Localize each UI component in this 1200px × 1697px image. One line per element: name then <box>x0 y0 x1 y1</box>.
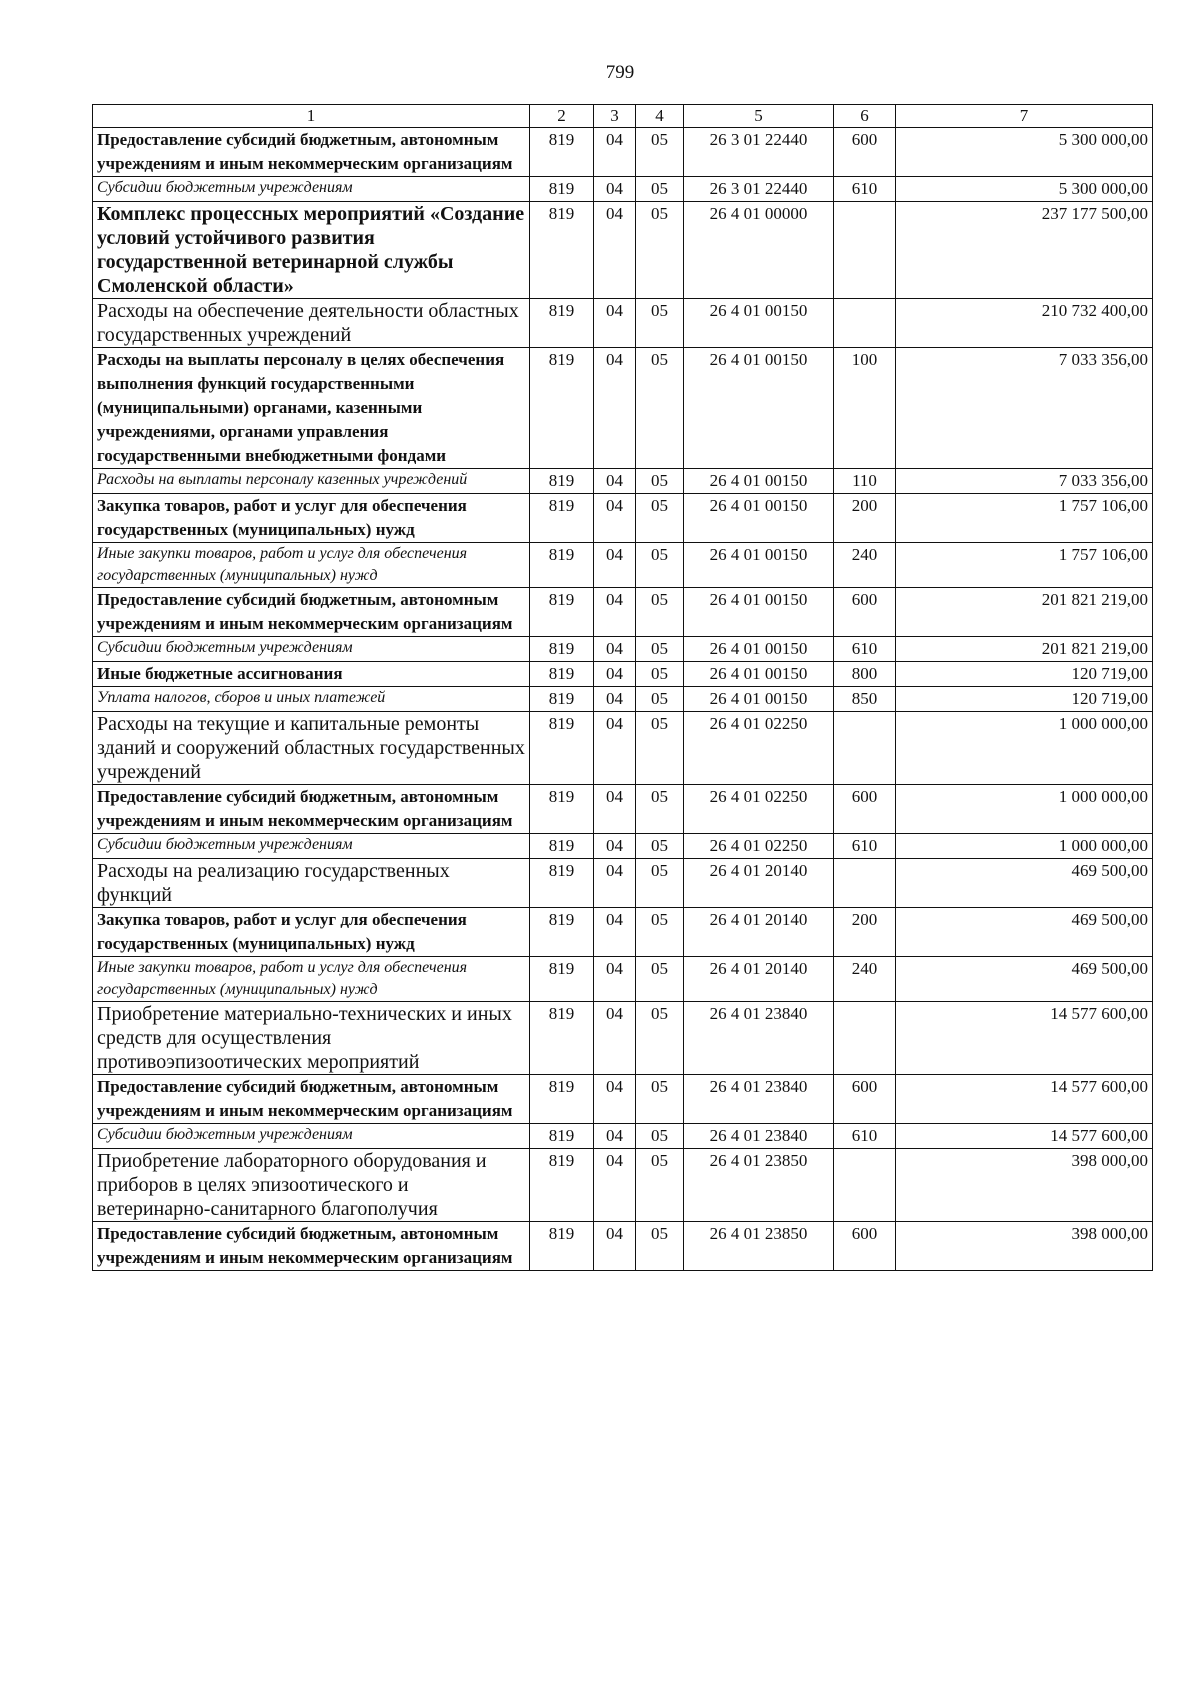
amount-cell: 1 757 106,00 <box>896 543 1153 588</box>
section-code-cell: 04 <box>594 543 636 588</box>
subsection-code-cell: 05 <box>636 1075 684 1124</box>
table-body <box>93 128 1153 1271</box>
subsection-code-cell: 05 <box>636 1149 684 1222</box>
target-article-cell: 26 4 01 00150 <box>684 588 834 637</box>
row-name-cell: Закупка товаров, работ и услуг для обеспечения государственных (муниципальных) нужд <box>93 908 530 957</box>
ministry-code-cell: 819 <box>530 908 594 957</box>
ministry-code-cell: 819 <box>530 712 594 785</box>
target-article-cell: 26 4 01 00150 <box>684 687 834 712</box>
target-article-cell: 26 4 01 00150 <box>684 299 834 348</box>
column-header-6: 6 <box>834 105 896 128</box>
expense-type-cell: 800 <box>834 662 896 687</box>
subsection-code-cell: 05 <box>636 348 684 469</box>
amount-cell: 5 300 000,00 <box>896 177 1153 202</box>
table-row <box>93 662 1153 687</box>
amount-cell: 5 300 000,00 <box>896 128 1153 177</box>
row-name-cell: Приобретение лабораторного оборудования и приборов в целях эпизоотического и ветеринарно-санитарного благополучия <box>93 1149 530 1222</box>
subsection-code-cell: 05 <box>636 202 684 299</box>
ministry-code-cell: 819 <box>530 177 594 202</box>
target-article-cell: 26 4 01 00150 <box>684 494 834 543</box>
section-code-cell: 04 <box>594 785 636 834</box>
expense-type-cell: 600 <box>834 1075 896 1124</box>
section-code-cell: 04 <box>594 712 636 785</box>
amount-cell: 1 757 106,00 <box>896 494 1153 543</box>
amount-cell: 201 821 219,00 <box>896 637 1153 662</box>
table-row <box>93 177 1153 202</box>
table-header-row <box>93 105 1153 128</box>
target-article-cell: 26 3 01 22440 <box>684 128 834 177</box>
table-row <box>93 128 1153 177</box>
table-row <box>93 957 1153 1002</box>
target-article-cell: 26 4 01 00150 <box>684 543 834 588</box>
ministry-code-cell: 819 <box>530 957 594 1002</box>
expense-type-cell: 240 <box>834 957 896 1002</box>
table-row <box>93 588 1153 637</box>
subsection-code-cell: 05 <box>636 662 684 687</box>
target-article-cell: 26 4 01 23840 <box>684 1002 834 1075</box>
subsection-code-cell: 05 <box>636 299 684 348</box>
table-row <box>93 834 1153 859</box>
subsection-code-cell: 05 <box>636 494 684 543</box>
row-name-cell: Предоставление субсидий бюджетным, автономным учреждениям и иным некоммерческим организациям <box>93 128 530 177</box>
table-row <box>93 299 1153 348</box>
section-code-cell: 04 <box>594 494 636 543</box>
expense-type-cell: 850 <box>834 687 896 712</box>
expense-type-cell: 240 <box>834 543 896 588</box>
section-code-cell: 04 <box>594 1124 636 1149</box>
ministry-code-cell: 819 <box>530 1124 594 1149</box>
expense-type-cell: 600 <box>834 785 896 834</box>
page-number: 799 <box>605 62 635 83</box>
amount-cell: 120 719,00 <box>896 687 1153 712</box>
amount-cell: 7 033 356,00 <box>896 348 1153 469</box>
table-row <box>93 348 1153 469</box>
section-code-cell: 04 <box>594 1222 636 1271</box>
budget-table <box>92 104 1153 1271</box>
row-name-cell: Уплата налогов, сборов и иных платежей <box>93 687 530 712</box>
section-code-cell: 04 <box>594 128 636 177</box>
expense-type-cell: 600 <box>834 1222 896 1271</box>
row-name-cell: Предоставление субсидий бюджетным, автономным учреждениям и иным некоммерческим организациям <box>93 1075 530 1124</box>
target-article-cell: 26 4 01 20140 <box>684 859 834 908</box>
amount-cell: 14 577 600,00 <box>896 1124 1153 1149</box>
subsection-code-cell: 05 <box>636 957 684 1002</box>
column-header-7: 7 <box>896 105 1153 128</box>
ministry-code-cell: 819 <box>530 859 594 908</box>
section-code-cell: 04 <box>594 957 636 1002</box>
ministry-code-cell: 819 <box>530 1075 594 1124</box>
expense-type-cell: 610 <box>834 1124 896 1149</box>
target-article-cell: 26 4 01 23840 <box>684 1124 834 1149</box>
section-code-cell: 04 <box>594 1002 636 1075</box>
target-article-cell: 26 4 01 23850 <box>684 1222 834 1271</box>
row-name-cell: Субсидии бюджетным учреждениям <box>93 1124 530 1149</box>
row-name-cell: Предоставление субсидий бюджетным, автономным учреждениям и иным некоммерческим организациям <box>93 588 530 637</box>
amount-cell: 398 000,00 <box>896 1222 1153 1271</box>
subsection-code-cell: 05 <box>636 637 684 662</box>
column-header-4: 4 <box>636 105 684 128</box>
amount-cell: 14 577 600,00 <box>896 1002 1153 1075</box>
column-header-3: 3 <box>594 105 636 128</box>
amount-cell: 469 500,00 <box>896 957 1153 1002</box>
target-article-cell: 26 4 01 00150 <box>684 662 834 687</box>
target-article-cell: 26 4 01 00150 <box>684 348 834 469</box>
amount-cell: 1 000 000,00 <box>896 785 1153 834</box>
expense-type-cell: 610 <box>834 637 896 662</box>
amount-cell: 469 500,00 <box>896 859 1153 908</box>
expense-type-cell: 600 <box>834 128 896 177</box>
amount-cell: 210 732 400,00 <box>896 299 1153 348</box>
row-name-cell: Приобретение материально-технических и иных средств для осуществления противоэпизоотических мероприятий <box>93 1002 530 1075</box>
subsection-code-cell: 05 <box>636 1222 684 1271</box>
row-name-cell: Иные закупки товаров, работ и услуг для обеспечения государственных (муниципальных) нужд <box>93 957 530 1002</box>
subsection-code-cell: 05 <box>636 834 684 859</box>
ministry-code-cell: 819 <box>530 834 594 859</box>
table-row <box>93 859 1153 908</box>
amount-cell: 398 000,00 <box>896 1149 1153 1222</box>
row-name-cell: Комплекс процессных мероприятий «Создание условий устойчивого развития государственной ветеринарной службы Смоленской области» <box>93 202 530 299</box>
table-row <box>93 494 1153 543</box>
table-row <box>93 1075 1153 1124</box>
table-row <box>93 1222 1153 1271</box>
ministry-code-cell: 819 <box>530 128 594 177</box>
expense-type-cell <box>834 1149 896 1222</box>
column-header-2: 2 <box>530 105 594 128</box>
ministry-code-cell: 819 <box>530 543 594 588</box>
subsection-code-cell: 05 <box>636 588 684 637</box>
section-code-cell: 04 <box>594 469 636 494</box>
ministry-code-cell: 819 <box>530 469 594 494</box>
subsection-code-cell: 05 <box>636 908 684 957</box>
ministry-code-cell: 819 <box>530 687 594 712</box>
ministry-code-cell: 819 <box>530 588 594 637</box>
subsection-code-cell: 05 <box>636 1002 684 1075</box>
table-row <box>93 1149 1153 1222</box>
ministry-code-cell: 819 <box>530 348 594 469</box>
section-code-cell: 04 <box>594 908 636 957</box>
row-name-cell: Расходы на обеспечение деятельности областных государственных учреждений <box>93 299 530 348</box>
amount-cell: 201 821 219,00 <box>896 588 1153 637</box>
row-name-cell: Расходы на выплаты персоналу казенных учреждений <box>93 469 530 494</box>
expense-type-cell <box>834 1002 896 1075</box>
expense-type-cell: 200 <box>834 908 896 957</box>
subsection-code-cell: 05 <box>636 543 684 588</box>
table-row <box>93 543 1153 588</box>
section-code-cell: 04 <box>594 834 636 859</box>
column-header-5: 5 <box>684 105 834 128</box>
section-code-cell: 04 <box>594 1075 636 1124</box>
row-name-cell: Расходы на реализацию государственных функций <box>93 859 530 908</box>
table-row <box>93 469 1153 494</box>
table-row <box>93 785 1153 834</box>
row-name-cell: Субсидии бюджетным учреждениям <box>93 834 530 859</box>
expense-type-cell: 610 <box>834 177 896 202</box>
ministry-code-cell: 819 <box>530 785 594 834</box>
ministry-code-cell: 819 <box>530 299 594 348</box>
row-name-cell: Расходы на выплаты персоналу в целях обеспечения выполнения функций государственными (муниципальными) органами, казенными учреждениями, органами управления государственными внебюджетными фондами <box>93 348 530 469</box>
expense-type-cell <box>834 712 896 785</box>
ministry-code-cell: 819 <box>530 1149 594 1222</box>
ministry-code-cell: 819 <box>530 494 594 543</box>
expense-type-cell: 110 <box>834 469 896 494</box>
amount-cell: 1 000 000,00 <box>896 834 1153 859</box>
ministry-code-cell: 819 <box>530 662 594 687</box>
row-name-cell: Предоставление субсидий бюджетным, автономным учреждениям и иным некоммерческим организациям <box>93 785 530 834</box>
expense-type-cell <box>834 202 896 299</box>
table-row <box>93 687 1153 712</box>
amount-cell: 120 719,00 <box>896 662 1153 687</box>
section-code-cell: 04 <box>594 687 636 712</box>
target-article-cell: 26 4 01 02250 <box>684 712 834 785</box>
subsection-code-cell: 05 <box>636 712 684 785</box>
expense-type-cell <box>834 859 896 908</box>
target-article-cell: 26 4 01 23850 <box>684 1149 834 1222</box>
table-row <box>93 1002 1153 1075</box>
ministry-code-cell: 819 <box>530 1002 594 1075</box>
subsection-code-cell: 05 <box>636 177 684 202</box>
section-code-cell: 04 <box>594 588 636 637</box>
table-row <box>93 637 1153 662</box>
target-article-cell: 26 3 01 22440 <box>684 177 834 202</box>
column-header-1: 1 <box>93 105 530 128</box>
target-article-cell: 26 4 01 00150 <box>684 637 834 662</box>
subsection-code-cell: 05 <box>636 785 684 834</box>
table-row <box>93 908 1153 957</box>
section-code-cell: 04 <box>594 177 636 202</box>
section-code-cell: 04 <box>594 859 636 908</box>
row-name-cell: Закупка товаров, работ и услуг для обеспечения государственных (муниципальных) нужд <box>93 494 530 543</box>
table-row <box>93 202 1153 299</box>
section-code-cell: 04 <box>594 637 636 662</box>
subsection-code-cell: 05 <box>636 1124 684 1149</box>
table-row <box>93 712 1153 785</box>
target-article-cell: 26 4 01 02250 <box>684 785 834 834</box>
target-article-cell: 26 4 01 00000 <box>684 202 834 299</box>
amount-cell: 14 577 600,00 <box>896 1075 1153 1124</box>
subsection-code-cell: 05 <box>636 469 684 494</box>
expense-type-cell: 100 <box>834 348 896 469</box>
expense-type-cell: 610 <box>834 834 896 859</box>
row-name-cell: Субсидии бюджетным учреждениям <box>93 177 530 202</box>
table-row <box>93 1124 1153 1149</box>
expense-type-cell <box>834 299 896 348</box>
target-article-cell: 26 4 01 20140 <box>684 957 834 1002</box>
target-article-cell: 26 4 01 20140 <box>684 908 834 957</box>
subsection-code-cell: 05 <box>636 128 684 177</box>
amount-cell: 237 177 500,00 <box>896 202 1153 299</box>
section-code-cell: 04 <box>594 348 636 469</box>
row-name-cell: Субсидии бюджетным учреждениям <box>93 637 530 662</box>
subsection-code-cell: 05 <box>636 687 684 712</box>
row-name-cell: Предоставление субсидий бюджетным, автономным учреждениям и иным некоммерческим организациям <box>93 1222 530 1271</box>
ministry-code-cell: 819 <box>530 1222 594 1271</box>
amount-cell: 469 500,00 <box>896 908 1153 957</box>
section-code-cell: 04 <box>594 662 636 687</box>
section-code-cell: 04 <box>594 202 636 299</box>
subsection-code-cell: 05 <box>636 859 684 908</box>
ministry-code-cell: 819 <box>530 202 594 299</box>
section-code-cell: 04 <box>594 1149 636 1222</box>
row-name-cell: Расходы на текущие и капитальные ремонты зданий и сооружений областных государственных учреждений <box>93 712 530 785</box>
row-name-cell: Иные закупки товаров, работ и услуг для обеспечения государственных (муниципальных) нужд <box>93 543 530 588</box>
target-article-cell: 26 4 01 23840 <box>684 1075 834 1124</box>
expense-type-cell: 200 <box>834 494 896 543</box>
amount-cell: 7 033 356,00 <box>896 469 1153 494</box>
amount-cell: 1 000 000,00 <box>896 712 1153 785</box>
target-article-cell: 26 4 01 02250 <box>684 834 834 859</box>
expense-type-cell: 600 <box>834 588 896 637</box>
ministry-code-cell: 819 <box>530 637 594 662</box>
section-code-cell: 04 <box>594 299 636 348</box>
row-name-cell: Иные бюджетные ассигнования <box>93 662 530 687</box>
target-article-cell: 26 4 01 00150 <box>684 469 834 494</box>
